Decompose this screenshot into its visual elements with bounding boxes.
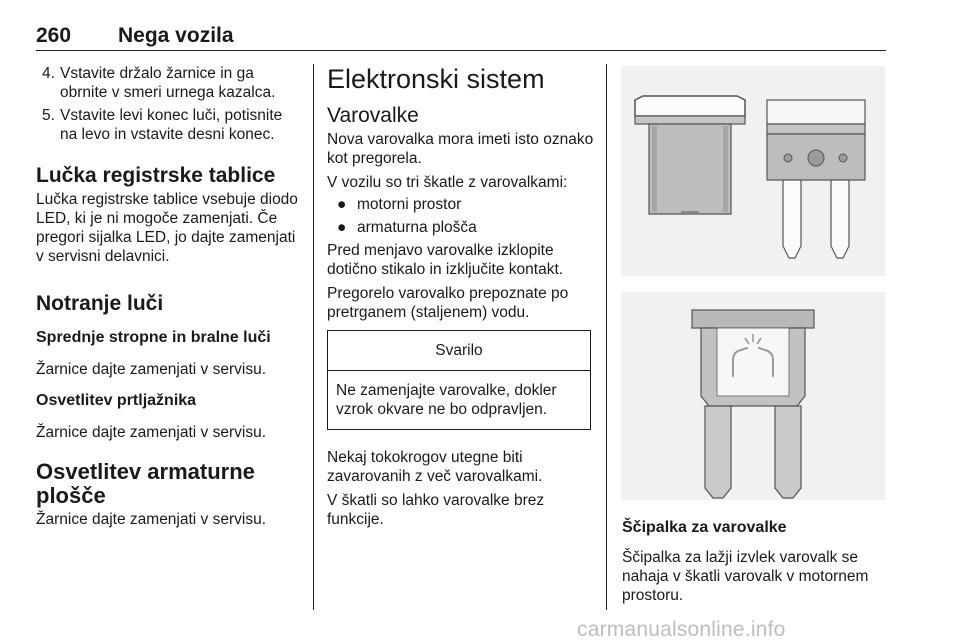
column-divider-right xyxy=(606,64,607,610)
license-plate-text: Lučka registrske tablice vsebuje diodo LED, ki je ni mogoče zamenjati. Če pregori sijalka LED, jo dajte zamenjati v servisni delavnici. xyxy=(36,191,298,265)
middle-column xyxy=(327,64,597,529)
fuse-clip-illustration-panel xyxy=(621,292,885,500)
fuse-rating-text: Nova varovalka mora imeti isto oznako kot pregorela. xyxy=(327,131,594,167)
warning-text: Ne zamenjajte varovalke, dokler vzrok okvare ne bo odpravljen. xyxy=(336,382,557,418)
fuse-clip-text: Ščipalka za lažji izvlek varovalk se nahaja v škatli varovalk v motornem prostoru. xyxy=(622,549,869,604)
column-divider-left xyxy=(313,64,314,610)
fuse-clip-illustration xyxy=(621,292,885,500)
front-lights-text: Žarnice dajte zamenjati v servisu. xyxy=(36,361,267,378)
steps-list xyxy=(36,64,302,144)
before-replace-text: Pred menjavo varovalke izklopite dotično stikalo in izključite kontakt. xyxy=(327,242,564,278)
header-rule xyxy=(36,50,886,51)
step-item: 5. Vstavite levi konec luči, potisnite na levo in vstavite desni konec. xyxy=(42,107,283,143)
trunk-light-text: Žarnice dajte zamenjati v servisu. xyxy=(36,424,267,441)
fuse-illustration-panel xyxy=(621,66,885,276)
mini-fuse-illustration xyxy=(621,66,885,276)
trunk-light-heading: Osvetlitev prtljažnika xyxy=(36,392,197,409)
fuse-boxes-text: V vozilu so tri škatle z varovalkami: xyxy=(327,174,568,191)
dashboard-light-text: Žarnice dajte zamenjati v servisu. xyxy=(36,511,267,528)
inactive-fuses-text: V škatli so lahko varovalke brez funkcije. xyxy=(327,492,545,528)
blown-fuse-text: Pregorelo varovalko prepoznate po pretrganem (staljenem) vodu. xyxy=(327,285,569,321)
electronics-heading: Elektronski sistem xyxy=(327,64,545,94)
list-item: ● armaturna plošča xyxy=(337,219,477,236)
front-lights-heading: Sprednje stropne in bralne luči xyxy=(36,329,271,346)
page-number: 260 xyxy=(36,24,72,47)
section-title: Nega vozila xyxy=(118,24,234,47)
fuse-box-list xyxy=(327,195,597,237)
watermark: carmanualsonline.info xyxy=(577,618,786,641)
fuse-side-view xyxy=(635,96,745,214)
interior-lights-heading: Notranje luči xyxy=(36,292,164,315)
license-plate-heading: Lučka registrske tablice xyxy=(36,164,276,187)
fuse-clip-heading: Ščipalka za varovalke xyxy=(622,519,787,536)
fuses-heading: Varovalke xyxy=(327,104,419,127)
warning-title: Svarilo xyxy=(328,331,590,371)
warning-box xyxy=(327,330,591,430)
dashboard-light-heading: Osvetlitev armaturne plošče xyxy=(36,459,255,508)
right-column-text xyxy=(622,518,892,605)
fuse-front-view xyxy=(767,100,865,258)
multiple-fuses-text: Nekaj tokokrogov utegne biti zavarovanih z več varovalkami. xyxy=(327,449,543,485)
step-item: 4. Vstavite držalo žarnice in ga obrnite v smeri urnega kazalca. xyxy=(42,65,276,101)
left-column xyxy=(36,64,302,529)
list-item: ● motorni prostor xyxy=(337,196,462,213)
